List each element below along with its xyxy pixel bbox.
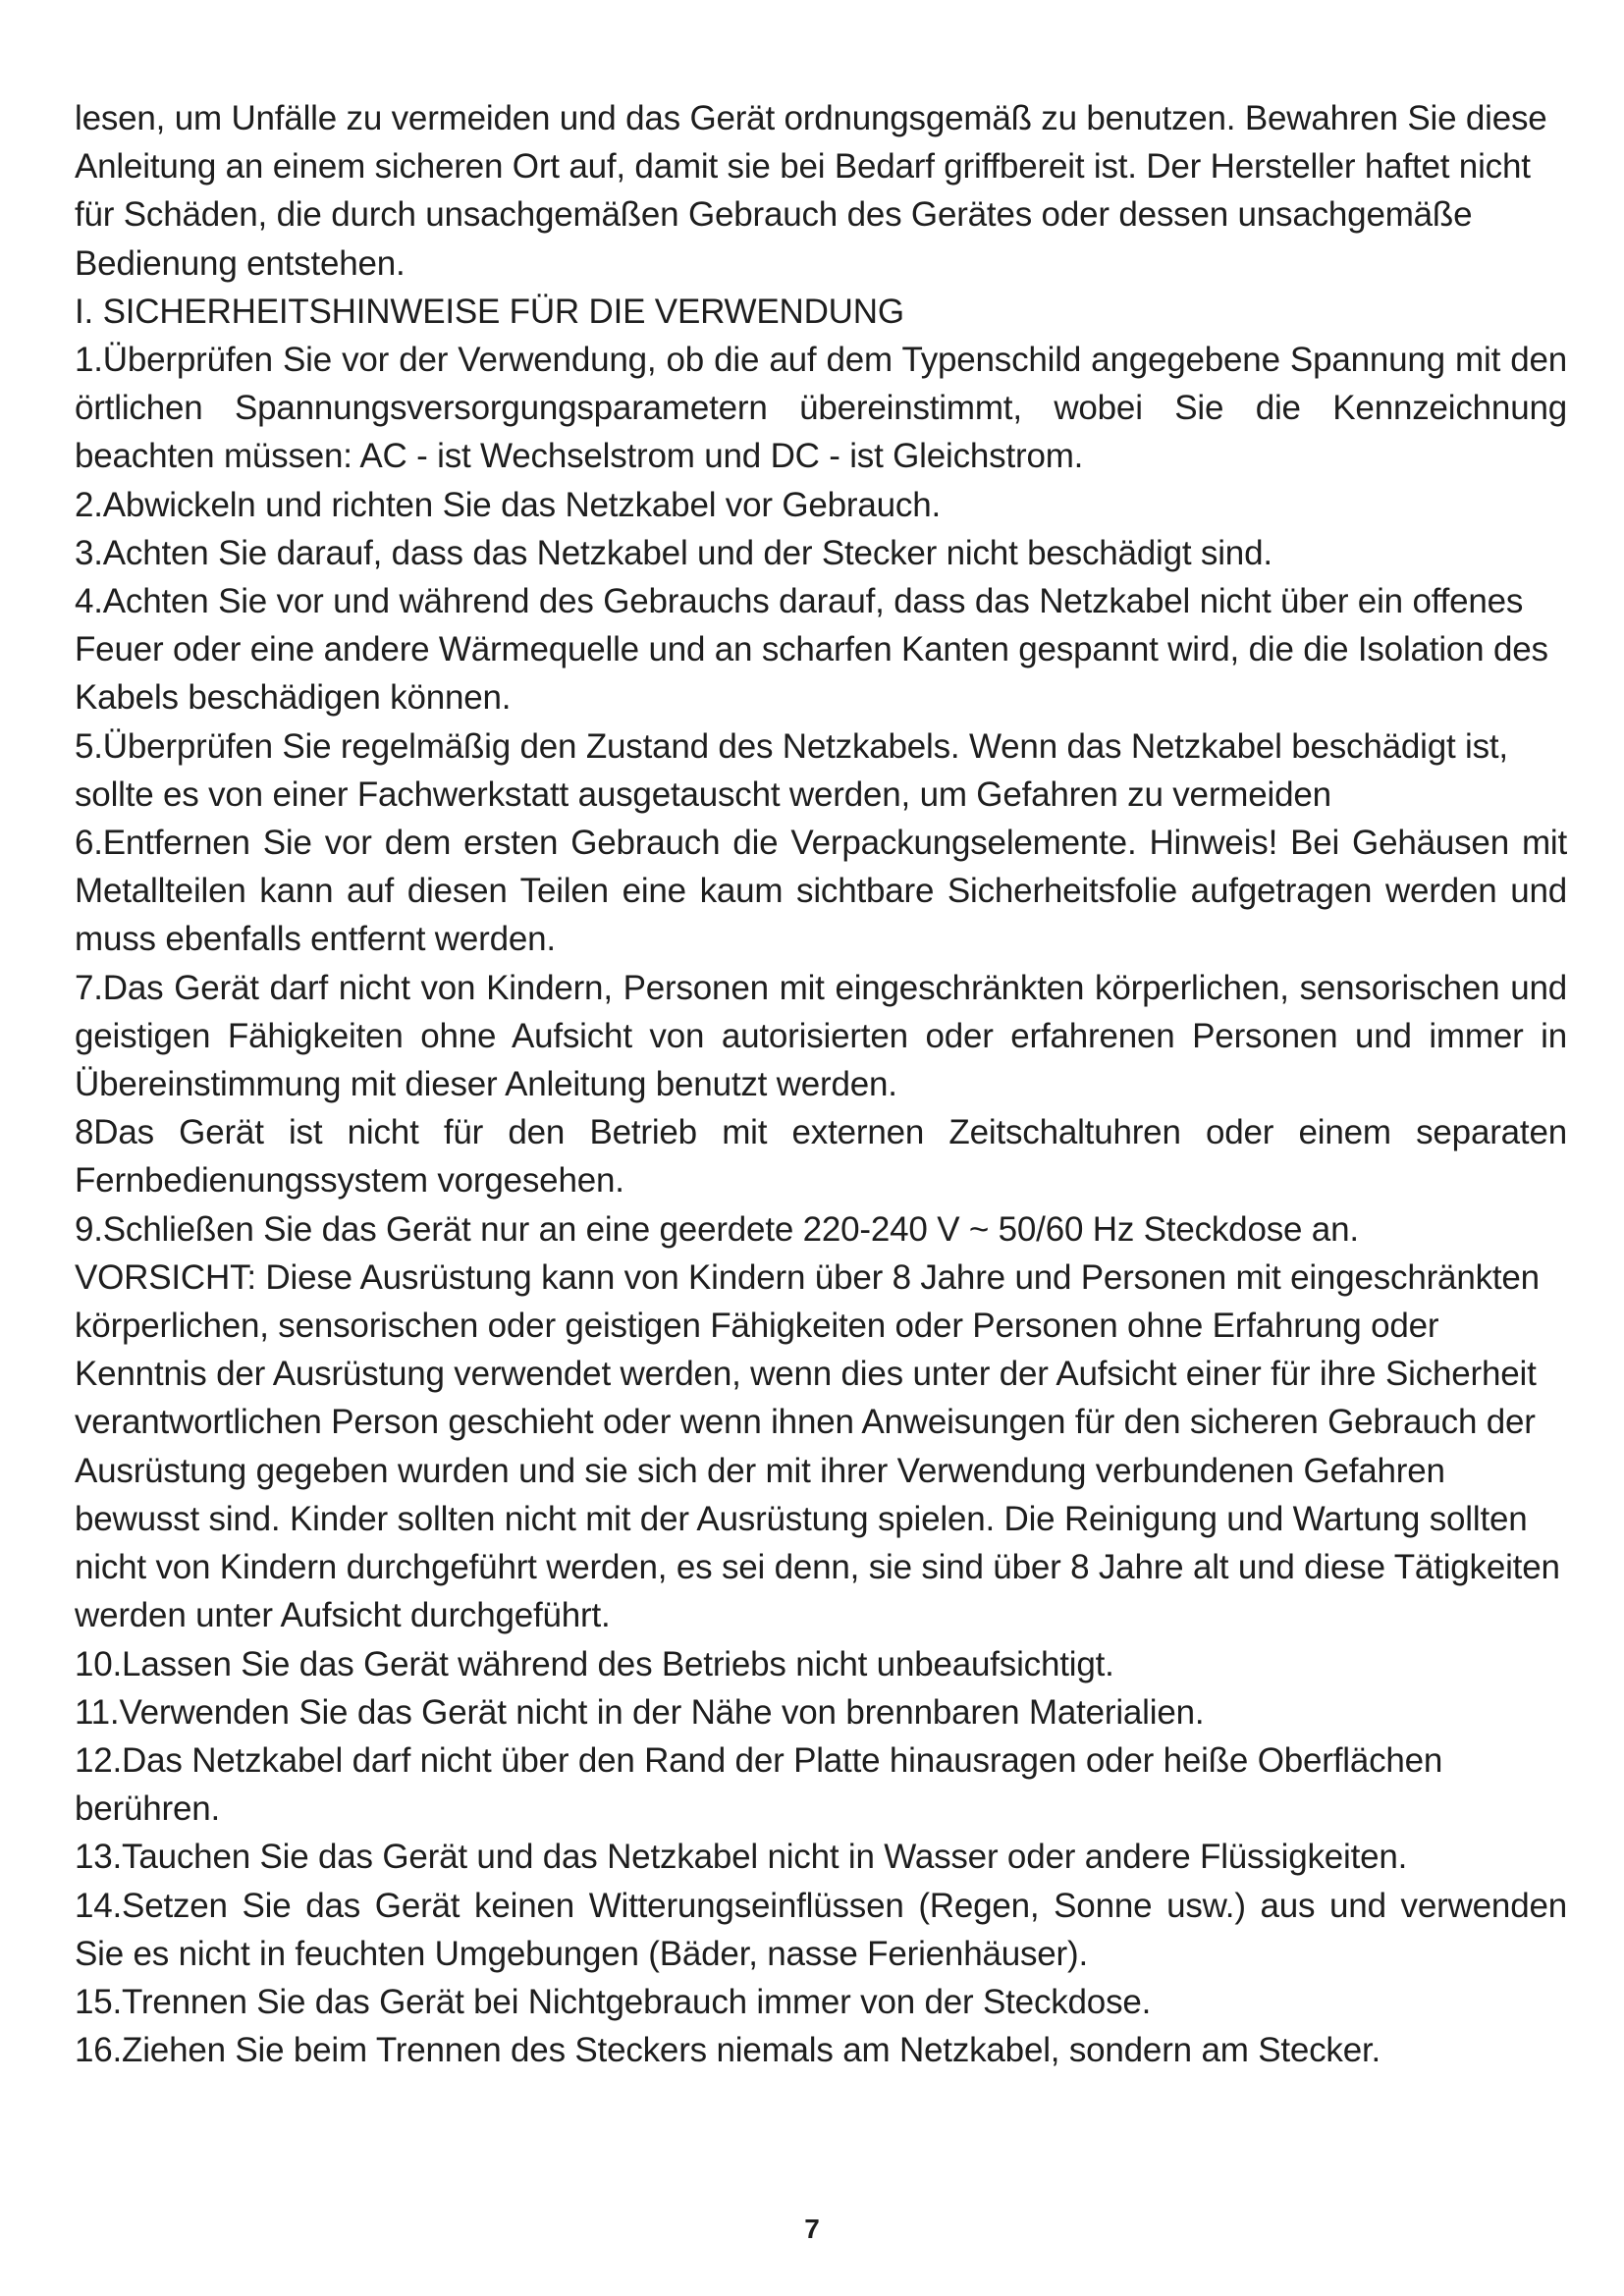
intro-paragraph: lesen, um Unfälle zu vermeiden und das Gerät ordnungsgemäß zu benutzen. Bewahren Sie diese Anleitung an einem sicheren Ort auf, damit sie bei Bedarf griffbereit ist. Der Hersteller haftet nicht für Schäden, die durch unsachgemäßen Gebrauch des Gerätes oder dessen unsachgemäße Bedienung entstehen.	[75, 99, 1547, 283]
section-heading: I. SICHERHEITSHINWEISE FÜR DIE VERWENDUNG	[75, 292, 904, 331]
safety-item-9: 9.Schließen Sie das Gerät nur an eine geerdete 220-240 V ~ 50/60 Hz Steckdose an.	[75, 1209, 1359, 1249]
safety-item-7: 7.Das Gerät darf nicht von Kindern, Personen mit eingeschränkten körperlichen, sensorischen und geistigen Fähigkeiten ohne Aufsicht von autorisierten oder erfahrenen Personen und immer in Übereinstimmung mit dieser Anleitung benutzt werden.	[75, 968, 1567, 1104]
safety-item-16: 16.Ziehen Sie beim Trennen des Steckers niemals am Netzkabel, sondern am Stecker.	[75, 2031, 1381, 2070]
safety-item-13: 13.Tauchen Sie das Gerät und das Netzkabel nicht in Wasser oder andere Flüssigkeiten.	[75, 1838, 1408, 1877]
safety-item-11: 11.Verwenden Sie das Gerät nicht in der Nähe von brennbaren Materialien.	[75, 1692, 1205, 1732]
safety-item-10: 10.Lassen Sie das Gerät während des Betriebs nicht unbeaufsichtigt.	[75, 1644, 1114, 1683]
safety-item-2: 2.Abwickeln und richten Sie das Netzkabel vor Gebrauch.	[75, 485, 941, 524]
safety-item-5: 5.Überprüfen Sie regelmäßig den Zustand des Netzkabels. Wenn das Netzkabel beschädigt ist, sollte es von einer Fachwerkstatt ausgetauscht werden, um Gefahren zu vermeiden	[75, 726, 1508, 814]
safety-item-15: 15.Trennen Sie das Gerät bei Nichtgebrauch immer von der Steckdose.	[75, 1982, 1152, 2021]
caution-paragraph: VORSICHT: Diese Ausrüstung kann von Kindern über 8 Jahre und Personen mit eingeschränkten körperlichen, sensorischen oder geistigen Fähigkeiten oder Personen ohne Erfahrung oder Kenntnis der Ausrüstung verwendet werden, wenn dies unter der Aufsicht einer für ihre Sicherheit verantwortlichen Person geschieht oder wenn ihnen Anweisungen für den sicheren Gebrauch der Ausrüstung gegeben wurden und sie sich der mit ihrer Verwendung verbundenen Gefahren bewusst sind. Kinder sollten nicht mit der Ausrüstung spielen. Die Reinigung und Wartung sollten nicht von Kindern durchgeführt werden, es sei denn, sie sind über 8 Jahre alt und diese Tätigkeiten werden unter Aufsicht durchgeführt.	[75, 1257, 1560, 1635]
safety-item-3: 3.Achten Sie darauf, dass das Netzkabel und der Stecker nicht beschädigt sind.	[75, 533, 1272, 572]
document-page	[75, 94, 1567, 2074]
safety-item-4: 4.Achten Sie vor und während des Gebrauchs darauf, dass das Netzkabel nicht über ein offenes Feuer oder eine andere Wärmequelle und an scharfen Kanten gespannt wird, die die Isolation des Kabels beschädigen können.	[75, 582, 1548, 718]
safety-item-14: 14.Setzen Sie das Gerät keinen Witterungseinflüssen (Regen, Sonne usw.) aus und verwenden Sie es nicht in feuchten Umgebungen (Bäder, nasse Ferienhäuser).	[75, 1886, 1567, 1973]
page-number: 7	[804, 2214, 820, 2244]
safety-item-12: 12.Das Netzkabel darf nicht über den Rand der Platte hinausragen oder heiße Oberflächen berühren.	[75, 1740, 1443, 1829]
safety-item-6: 6.Entfernen Sie vor dem ersten Gebrauch die Verpackungselemente. Hinweis! Bei Gehäusen mit Metallteilen kann auf diesen Teilen eine kaum sichtbare Sicherheitsfolie aufgetragen werden und muss ebenfalls entfernt werden.	[75, 824, 1567, 959]
safety-item-8: 8Das Gerät ist nicht für den Betrieb mit externen Zeitschaltuhren oder einem separaten Fernbedienungssystem vorgesehen.	[75, 1113, 1567, 1201]
safety-item-1: 1.Überprüfen Sie vor der Verwendung, ob die auf dem Typenschild angegebene Spannung mit den örtlichen Spannungsversorgungsparametern übereinstimmt, wobei Sie die Kennzeichnung beachten müssen: AC - ist Wechselstrom und DC - ist Gleichstrom.	[75, 341, 1567, 476]
